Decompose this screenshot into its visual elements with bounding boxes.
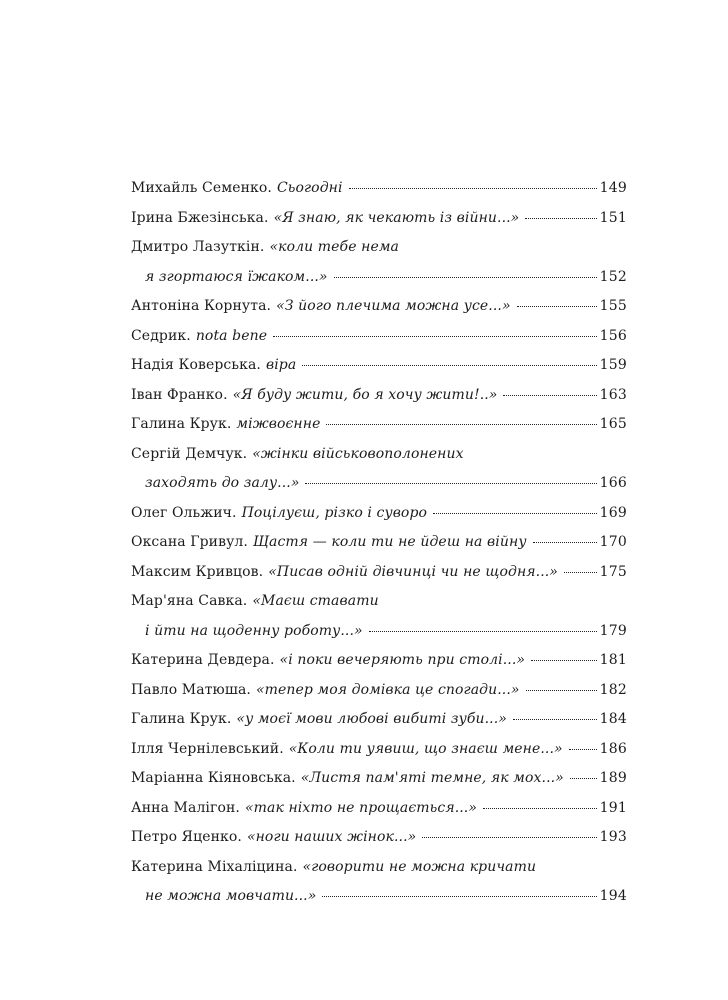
entry-page-number: 151 [599,209,627,226]
toc-entry-line [131,829,627,859]
entry-page-number: 159 [599,357,627,373]
toc-entry-line [131,298,627,328]
dot-leader [349,188,597,189]
toc-entry [131,682,627,712]
dot-leader [326,424,596,425]
entry-title: «жінки військовополонених [252,445,464,462]
entry-author: Павло Матюша. [131,681,251,698]
entry-author: Седрик. [131,327,191,344]
dot-leader [564,572,597,573]
toc-entry-line [131,859,627,889]
entry-author: Максим Кривцов. [131,563,264,580]
entry-title: «так ніхто не прощається...» [244,799,478,816]
entry-title: nota bene [195,327,268,344]
entry-page-number: 149 [599,180,627,196]
entry-author: Катерина Девдера. [131,652,275,668]
dot-leader [517,306,597,307]
entry-author: Михайль Семенко. [131,180,272,196]
entry-title: міжвоєнне [236,416,321,432]
dot-leader [531,660,597,661]
entry-title: я згортаюся їжаком...» [145,268,328,285]
entry-page-number: 181 [599,652,627,668]
entry-title: «ноги наших жінок...» [246,829,417,845]
dot-leader [483,808,597,809]
toc-entry [131,534,627,564]
entry-author: Надія Коверська. [131,357,261,373]
toc-entry-line [131,387,627,417]
entry-page-number: 194 [599,888,627,904]
toc-entry-line [131,239,627,269]
toc-entry-line [131,652,627,682]
toc-entry [131,210,627,240]
entry-page-number: 189 [599,770,627,786]
toc-entry [131,652,627,682]
entry-author: Ілля Чернілевський. [131,740,284,757]
entry-page-number: 156 [599,327,627,344]
entry-page-number: 163 [599,386,627,403]
dot-leader [525,218,596,219]
toc-entry [131,859,627,918]
entry-page-number: 193 [599,829,627,845]
dot-leader [513,719,597,720]
toc-entry-line [131,800,627,830]
toc-entry [131,239,627,298]
toc-entry-line [131,357,627,387]
dot-leader [273,336,597,337]
toc-entry-line [131,446,627,476]
toc-entry [131,564,627,594]
entry-title: «у моєї мови любові вибиті зуби...» [236,711,507,727]
toc-entry-line [131,416,627,446]
entry-page-number: 191 [599,799,627,816]
toc-entry-line [131,210,627,240]
entry-page-number: 184 [599,711,627,727]
toc-entry-line [131,505,627,535]
entry-title: віра [265,357,297,373]
entry-author: Катерина Міхаліцина. [131,858,298,875]
toc-entry-line [131,564,627,594]
toc-entry-line [131,180,627,210]
entry-author: Сергій Демчук. [131,445,248,462]
entry-author: Олег Ольжич. [131,504,237,521]
dot-leader [302,365,596,366]
entry-title: не можна мовчати...» [145,888,317,904]
entry-title: «Листя пам'яті темне, як мох...» [300,770,564,786]
toc-entry [131,387,627,417]
toc-entry [131,593,627,652]
entry-author: Маріанна Кіяновська. [131,770,296,786]
dot-leader [570,778,597,779]
entry-author: Дмитро Лазуткін. [131,239,265,255]
entry-page-number: 170 [599,534,627,550]
entry-title: «Я буду жити, бо я хочу жити!..» [232,386,498,403]
toc-entry [131,505,627,535]
toc-entry-continuation [131,475,627,505]
dot-leader [322,896,596,897]
toc-entry-continuation [131,888,627,918]
entry-page-number: 152 [599,268,627,285]
toc-entry [131,328,627,358]
entry-author: Анна Малігон. [131,799,240,816]
toc-entry [131,770,627,800]
toc-entry-line [131,534,627,564]
entry-title: «тепер моя домівка це спогади...» [255,681,520,698]
entry-title: «Коли ти уявиш, що знаєш мене...» [288,740,563,757]
entry-page-number: 186 [599,740,627,757]
dot-leader [305,483,596,484]
toc-entry-line [131,711,627,741]
dot-leader [369,631,597,632]
toc-entry [131,357,627,387]
toc-entry-continuation [131,269,627,299]
entry-title: «Маєш ставати [252,593,379,609]
toc-entry [131,416,627,446]
entry-author: Петро Яценко. [131,829,242,845]
dot-leader [503,395,596,396]
entry-author: Оксана Гривул. [131,534,248,550]
dot-leader [569,749,597,750]
entry-title: «говорити не можна кричати [302,858,537,875]
entry-author: Іван Франко. [131,386,228,403]
toc-entry-line [131,682,627,712]
entry-page-number: 169 [599,504,627,521]
toc-entry-continuation [131,623,627,653]
toc-entry-line [131,593,627,623]
dot-leader [433,513,597,514]
toc-entry [131,180,627,210]
toc-entry [131,446,627,505]
entry-author: Галина Крук. [131,711,232,727]
entry-page-number: 175 [599,563,627,580]
table-of-contents [131,180,627,918]
toc-entry-line [131,328,627,358]
entry-title: «коли тебе нема [269,239,399,255]
entry-page-number: 182 [599,681,627,698]
toc-entry-line [131,741,627,771]
entry-title: «Я знаю, як чекають із війни...» [273,209,520,226]
entry-title: Щастя — коли ти не йдеш на війну [252,534,527,550]
entry-title: «Писав одній дівчинці чи не щодня...» [268,563,558,580]
dot-leader [526,690,597,691]
toc-entry [131,800,627,830]
entry-author: Мар'яна Савка. [131,593,248,609]
dot-leader [533,542,597,543]
entry-title: «і поки вечеряють при столі...» [279,652,526,668]
entry-page-number: 155 [599,298,627,314]
dot-leader [422,837,596,838]
entry-title: Сьогодні [276,180,343,196]
entry-title: «З його плечима можна усе...» [276,298,511,314]
entry-author: Галина Крук. [131,416,232,432]
entry-title: заходять до залу...» [145,475,300,491]
entry-author: Ірина Бжезінська. [131,209,269,226]
entry-page-number: 166 [599,475,627,491]
toc-entry [131,829,627,859]
toc-entry [131,741,627,771]
entry-page-number: 179 [599,622,627,639]
entry-page-number: 165 [599,416,627,432]
toc-entry [131,298,627,328]
toc-entry [131,711,627,741]
entry-author: Антоніна Корнута. [131,298,272,314]
dot-leader [334,277,597,278]
toc-entry-line [131,770,627,800]
entry-title: Поцілуєш, різко і суворо [241,504,428,521]
entry-title: і йти на щоденну роботу...» [145,622,363,639]
